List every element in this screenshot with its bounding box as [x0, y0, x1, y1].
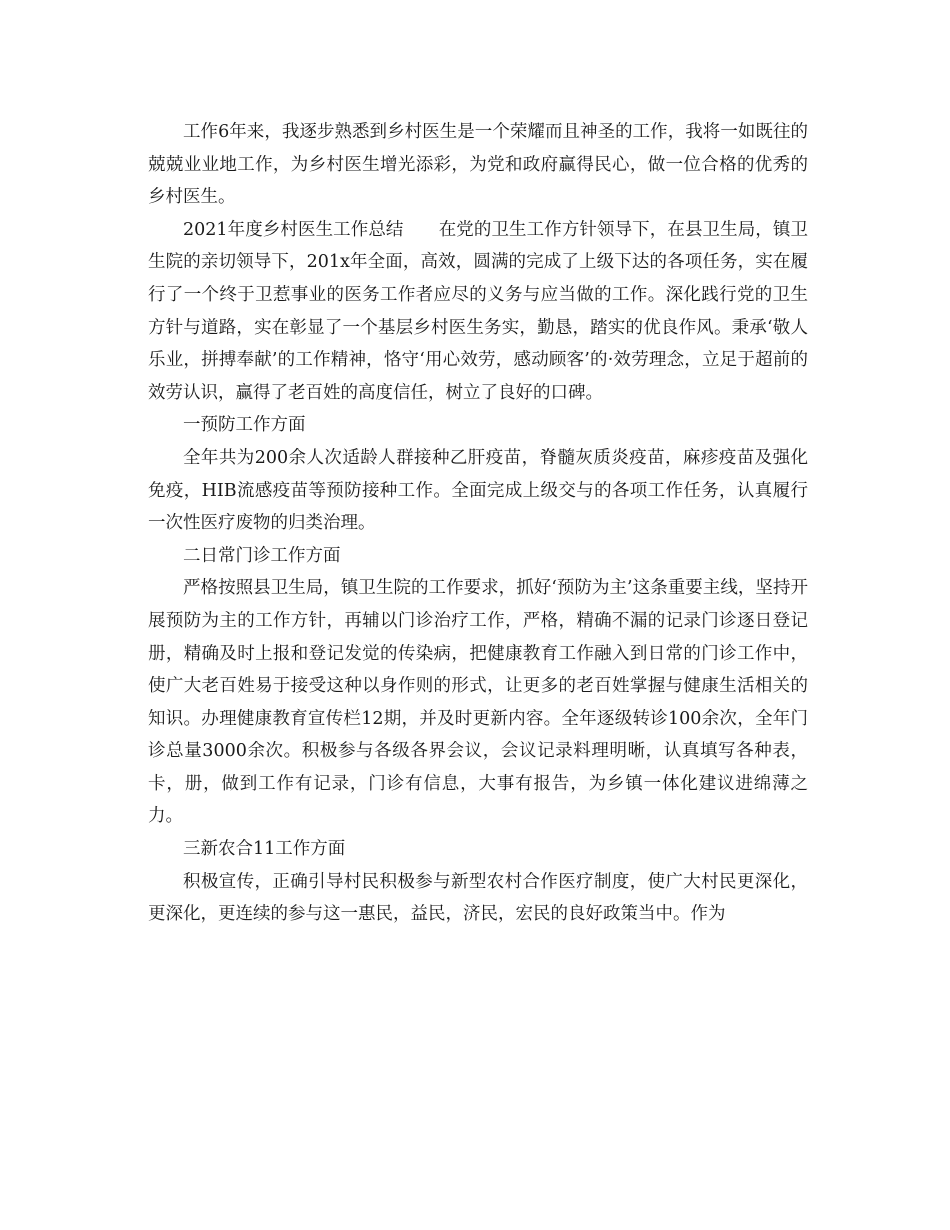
document-body	[148, 116, 808, 931]
paragraph-rural-cooperative: 积极宣传，正确引导村民积极参与新型农村合作医疗制度，使广大村民更深化，更深化，更连续的参与这一惠民，益民，济民，宏民的良好政策当中。作为	[148, 871, 808, 925]
section-heading-rural-cooperative: 三新农合11工作方面	[183, 839, 346, 860]
paragraph-annual-summary: 2021年度乡村医生工作总结 在党的卫生工作方针领导下，在县卫生局，镇卫生院的亲切领导下，201x年全面，高效，圆满的完成了上级下达的各项任务，实在履行了一个终于卫惹事业的医务工作者应尽的义务与应当做的工作。深化践行党的卫生方针与道路，实在彰显了一个基层乡村医生务实，勤恳，踏实的优良作风。秉承‘敬人乐业，拼搏奉献’的工作精神，恪守‘用心效劳，感动顾客’的·效劳理念，立足于超前的效劳认识，赢得了老百姓的高度信任，树立了良好的口碑。	[148, 219, 808, 403]
paragraph-closing-summary: 工作6年来，我逐步熟悉到乡村医生是一个荣耀而且神圣的工作，我将一如既往的兢兢业业地工作，为乡村医生增光添彩，为党和政府赢得民心，做一位合格的优秀的乡村医生。	[148, 122, 808, 208]
section-heading-prevention: 一预防工作方面	[183, 415, 306, 436]
section-heading-outpatient: 二日常门诊工作方面	[183, 545, 341, 566]
paragraph-outpatient: 严格按照县卫生局，镇卫生院的工作要求，抓好‘预防为主’这条重要主线，坚持开展预防为主的工作方针，再辅以门诊治疗工作，严格，精确不漏的记录门诊逐日登记册，精确及时上报和登记发觉的传染病，把健康教育工作融入到日常的门诊工作中，使广大老百姓易于接受这种以身作则的形式，让更多的老百姓掌握与健康生活相关的知识。办理健康教育宣传栏12期，并及时更新内容。全年逐级转诊100余次，全年门诊总量3000余次。积极参与各级各界会议，会议记录料理明晰，认真填写各种表，卡，册，做到工作有记录，门诊有信息，大事有报告，为乡镇一体化建议进绵薄之力。	[148, 578, 808, 827]
paragraph-prevention: 全年共为200余人次适龄人群接种乙肝疫苗，脊髓灰质炎疫苗，麻疹疫苗及强化免疫，HIB流感疫苗等预防接种工作。全面完成上级交与的各项工作任务，认真履行一次性医疗废物的归类治理。	[148, 447, 808, 534]
